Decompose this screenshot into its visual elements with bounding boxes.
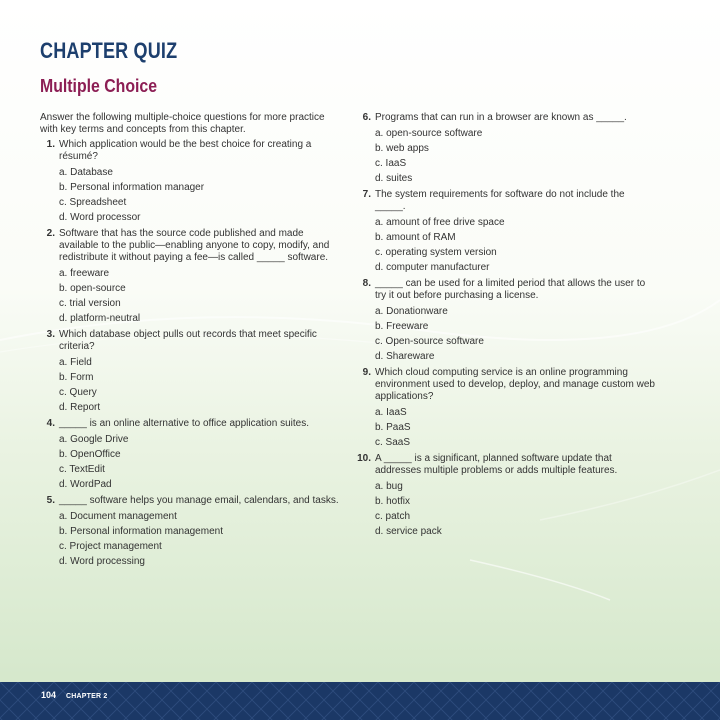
answer-option: c. trial version [59, 298, 121, 309]
answer-option: a. Document management [59, 511, 177, 522]
question-9 [356, 367, 656, 450]
answer-option: b. Personal information management [59, 526, 223, 537]
question-number: 3. [46, 329, 55, 340]
question-number: 2. [46, 228, 55, 239]
question-3 [40, 329, 340, 415]
question-2 [40, 228, 340, 326]
answer-option: b. Form [59, 372, 94, 383]
right-column [356, 112, 656, 542]
answer-option: a. Donationware [375, 306, 448, 317]
chapter-title: CHAPTER QUIZ [40, 38, 178, 63]
question-text: Which database object pulls out records that meet specific criteria? [59, 329, 317, 352]
answer-option: a. Field [59, 357, 92, 368]
answer-option: a. open-source software [375, 128, 483, 139]
answer-option: c. TextEdit [59, 464, 105, 475]
question-10 [356, 453, 656, 539]
answer-option: d. computer manufacturer [375, 262, 490, 273]
answer-option: b. Freeware [375, 321, 429, 332]
answer-option: d. Word processor [59, 212, 141, 223]
answer-option: d. Word processing [59, 556, 145, 567]
question-text: The system requirements for software do not include the _____. [375, 189, 625, 212]
answer-option: d. Shareware [375, 351, 435, 362]
answer-option: b. OpenOffice [59, 449, 121, 460]
answer-option: b. hotfix [375, 496, 411, 507]
answer-option: c. Query [59, 387, 97, 398]
question-text: Which cloud computing service is an online programming environment used to develop, deploy, and manage custom web applications? [375, 367, 655, 402]
question-4 [40, 418, 340, 492]
question-number: 7. [362, 189, 371, 200]
answer-option: d. platform-neutral [59, 313, 141, 324]
answer-option: b. PaaS [375, 422, 411, 433]
answer-option: c. SaaS [375, 437, 411, 448]
answer-option: d. WordPad [59, 479, 112, 490]
answer-option: a. freeware [59, 268, 110, 279]
section-title: Multiple Choice [40, 76, 158, 96]
answer-option: a. IaaS [375, 407, 407, 418]
answer-option: b. amount of RAM [375, 232, 456, 243]
answer-option: c. patch [375, 511, 411, 522]
answer-option: d. suites [375, 173, 413, 184]
question-number: 10. [357, 453, 371, 464]
footer-pattern [0, 682, 720, 720]
answer-option: c. Open-source software [375, 336, 484, 347]
answer-option: a. Database [59, 167, 113, 178]
question-text: _____ software helps you manage email, calendars, and tasks. [59, 495, 339, 506]
question-text: Software that has the source code published and made available to the public—enabling anyone to copy, modify, and redistribute it without paying a fee—is called _____ software. [59, 228, 330, 263]
question-text: _____ can be used for a limited period that allows the user to try it out before purchasing a license. [375, 278, 646, 301]
question-number: 8. [362, 278, 371, 289]
answer-option: b. web apps [375, 143, 429, 154]
question-number: 5. [46, 495, 55, 506]
question-7 [356, 189, 656, 275]
question-number: 1. [46, 139, 55, 150]
question-text: _____ is an online alternative to office application suites. [59, 418, 309, 429]
question-number: 4. [46, 418, 55, 429]
question-number: 6. [362, 112, 371, 123]
answer-option: c. Project management [59, 541, 162, 552]
intro-text: Answer the following multiple-choice questions for more practice with key terms and concepts from this chapter. [40, 112, 325, 135]
answer-option: d. Report [59, 402, 101, 413]
left-column [40, 112, 340, 572]
page-number: 104 [41, 690, 57, 700]
answer-option: b. Personal information manager [59, 182, 205, 193]
answer-option: c. Spreadsheet [59, 197, 127, 208]
question-text: Programs that can run in a browser are known as _____. [375, 112, 627, 123]
question-8 [356, 278, 656, 364]
answer-option: a. Google Drive [59, 434, 129, 445]
footer-bar [0, 682, 720, 720]
chapter-label: CHAPTER 2 [66, 693, 108, 700]
question-number: 9. [362, 367, 371, 378]
answer-option: c. operating system version [375, 247, 497, 258]
question-text: Which application would be the best choice for creating a résumé? [59, 139, 312, 162]
answer-option: a. bug [375, 481, 403, 492]
answer-option: d. service pack [375, 526, 442, 537]
answer-option: c. IaaS [375, 158, 407, 169]
question-5 [40, 495, 340, 569]
question-text: A _____ is a significant, planned software update that addresses multiple problems or adds multiple features. [375, 453, 618, 476]
question-1 [40, 139, 340, 225]
question-6 [356, 112, 656, 186]
answer-option: b. open-source [59, 283, 126, 294]
answer-option: a. amount of free drive space [375, 217, 505, 228]
